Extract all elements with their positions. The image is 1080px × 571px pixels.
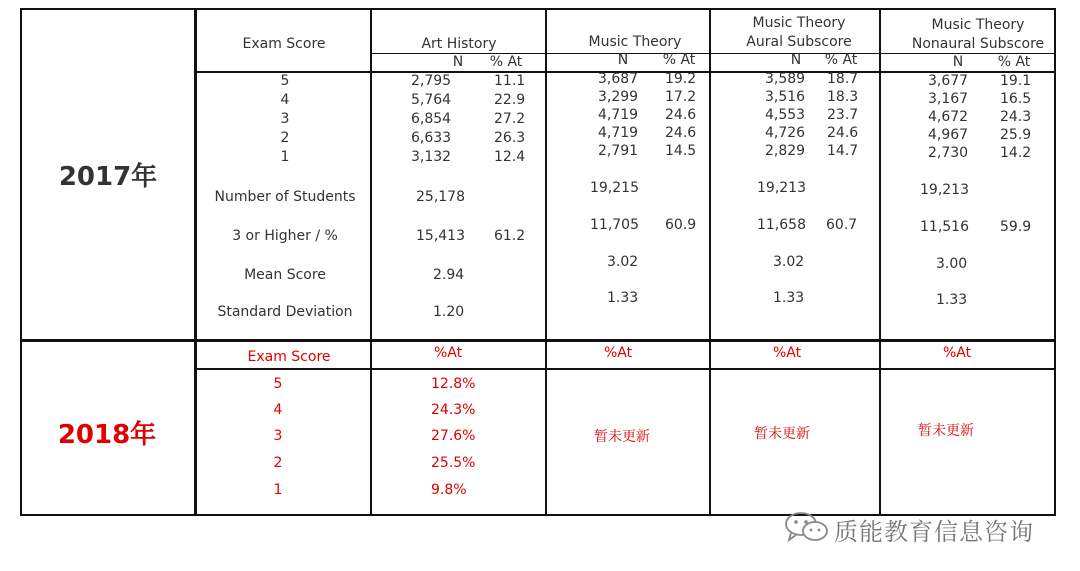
subheader-n: N [790, 52, 802, 68]
y2018-art-pct-cell: 27.6% [431, 428, 476, 444]
y2018-score-cell: 1 [273, 482, 283, 498]
art-pct-cell: 11.1 [494, 73, 526, 89]
nonaural-sd: 1.33 [936, 292, 968, 308]
music-n-cell: 2,791 [598, 143, 639, 159]
year-2017-label: 2017年 [58, 162, 158, 192]
music-pct-cell: 19.2 [665, 71, 697, 87]
nonaural-students: 19,213 [920, 182, 969, 198]
art-n-cell: 2,795 [411, 73, 452, 89]
nonaural-higher-n: 11,516 [920, 219, 969, 235]
art-n-cell: 3,132 [411, 149, 452, 165]
aural-pct-cell: 18.7 [827, 71, 859, 87]
wechat-icon [783, 510, 831, 544]
header-music-theory: Music Theory [588, 34, 682, 50]
y2018-art-pct-cell: 9.8% [431, 482, 467, 498]
aural-n-cell: 4,726 [765, 125, 806, 141]
music-sd: 1.33 [607, 290, 639, 306]
y2018-pct-header: %At [603, 345, 633, 361]
y2018-exam-score-header: Exam Score [247, 349, 331, 365]
nonaural-mean: 3.00 [936, 256, 968, 272]
aural-n-cell: 3,516 [765, 89, 806, 105]
header-nonaural-line1: Music Theory [931, 17, 1025, 33]
y2018-art-pct-cell: 24.3% [431, 402, 476, 418]
music-students: 19,215 [590, 180, 639, 196]
music-higher-n: 11,705 [590, 217, 639, 233]
art-higher-pct: 61.2 [494, 228, 526, 244]
nonaural-n-cell: 3,677 [928, 73, 969, 89]
y2018-score-cell: 5 [273, 376, 283, 392]
y2018-pct-header: %At [942, 345, 972, 361]
nonaural-pct-cell: 16.5 [1000, 91, 1032, 107]
nonaural-n-cell: 4,967 [928, 127, 969, 143]
header-aural-line2: Aural Subscore [746, 34, 852, 50]
y2018-pct-header: %At [433, 345, 463, 361]
aural-n-cell: 3,589 [765, 71, 806, 87]
header-aural-line1: Music Theory [752, 15, 846, 31]
music-higher-pct: 60.9 [665, 217, 697, 233]
y2018-score-cell: 4 [273, 402, 283, 418]
music-n-cell: 4,719 [598, 107, 639, 123]
nonaural-pct-cell: 25.9 [1000, 127, 1032, 143]
music-n-cell: 3,299 [598, 89, 639, 105]
nonaural-n-cell: 4,672 [928, 109, 969, 125]
music-mean: 3.02 [607, 254, 639, 270]
art-n-cell: 6,633 [411, 130, 452, 146]
nonaural-n-cell: 3,167 [928, 91, 969, 107]
art-pct-cell: 26.3 [494, 130, 526, 146]
header-exam-score: Exam Score [242, 36, 326, 52]
art-sd: 1.20 [433, 304, 465, 320]
score-cell: 5 [280, 73, 290, 89]
aural-mean: 3.02 [773, 254, 805, 270]
score-cell: 4 [280, 92, 290, 108]
subheader-pct: % At [662, 52, 696, 68]
music-n-cell: 4,719 [598, 125, 639, 141]
watermark-text: 质能教育信息咨询 [834, 518, 1034, 546]
subheader-pct: % At [489, 54, 523, 70]
art-pct-cell: 22.9 [494, 92, 526, 108]
art-mean: 2.94 [433, 267, 465, 283]
art-pct-cell: 12.4 [494, 149, 526, 165]
subheader-pct: % At [997, 54, 1031, 70]
music-pct-cell: 24.6 [665, 107, 697, 123]
subheader-n: N [617, 52, 629, 68]
aural-students: 19,213 [757, 180, 806, 196]
score-cell: 1 [280, 149, 290, 165]
row-label-sd: Standard Deviation [217, 304, 353, 320]
year-2018-label: 2018年 [57, 420, 157, 450]
nonaural-pct-cell: 19.1 [1000, 73, 1032, 89]
nonaural-pct-cell: 14.2 [1000, 145, 1032, 161]
aural-pct-cell: 24.6 [827, 125, 859, 141]
subheader-pct: % At [824, 52, 858, 68]
art-higher-n: 15,413 [416, 228, 465, 244]
music-n-cell: 3,687 [598, 71, 639, 87]
aural-sd: 1.33 [773, 290, 805, 306]
score-cell: 2 [280, 130, 290, 146]
y2018-not-updated: 暂未更新 [594, 429, 650, 445]
music-pct-cell: 24.6 [665, 125, 697, 141]
aural-pct-cell: 18.3 [827, 89, 859, 105]
subheader-n: N [452, 54, 464, 70]
y2018-score-cell: 2 [273, 455, 283, 471]
y2018-art-pct-cell: 12.8% [431, 376, 476, 392]
aural-pct-cell: 14.7 [827, 143, 859, 159]
y2018-not-updated: 暂未更新 [918, 423, 974, 439]
music-pct-cell: 17.2 [665, 89, 697, 105]
nonaural-higher-pct: 59.9 [1000, 219, 1032, 235]
row-label-mean: Mean Score [244, 267, 326, 283]
art-n-cell: 5,764 [411, 92, 452, 108]
nonaural-n-cell: 2,730 [928, 145, 969, 161]
y2018-score-cell: 3 [273, 428, 283, 444]
music-pct-cell: 14.5 [665, 143, 697, 159]
aural-pct-cell: 23.7 [827, 107, 859, 123]
row-label-students: Number of Students [214, 189, 356, 205]
y2018-pct-header: %At [772, 345, 802, 361]
y2018-art-pct-cell: 25.5% [431, 455, 476, 471]
row-label-higher: 3 or Higher / % [232, 228, 338, 244]
header-nonaural-line2: Nonaural Subscore [911, 36, 1045, 52]
nonaural-pct-cell: 24.3 [1000, 109, 1032, 125]
art-n-cell: 6,854 [411, 111, 452, 127]
art-students: 25,178 [416, 189, 465, 205]
score-cell: 3 [280, 111, 290, 127]
aural-n-cell: 2,829 [765, 143, 806, 159]
y2018-not-updated: 暂未更新 [754, 426, 810, 442]
aural-higher-pct: 60.7 [826, 217, 858, 233]
art-pct-cell: 27.2 [494, 111, 526, 127]
aural-higher-n: 11,658 [757, 217, 806, 233]
header-art-history: Art History [421, 36, 497, 52]
aural-n-cell: 4,553 [765, 107, 806, 123]
subheader-n: N [952, 54, 964, 70]
